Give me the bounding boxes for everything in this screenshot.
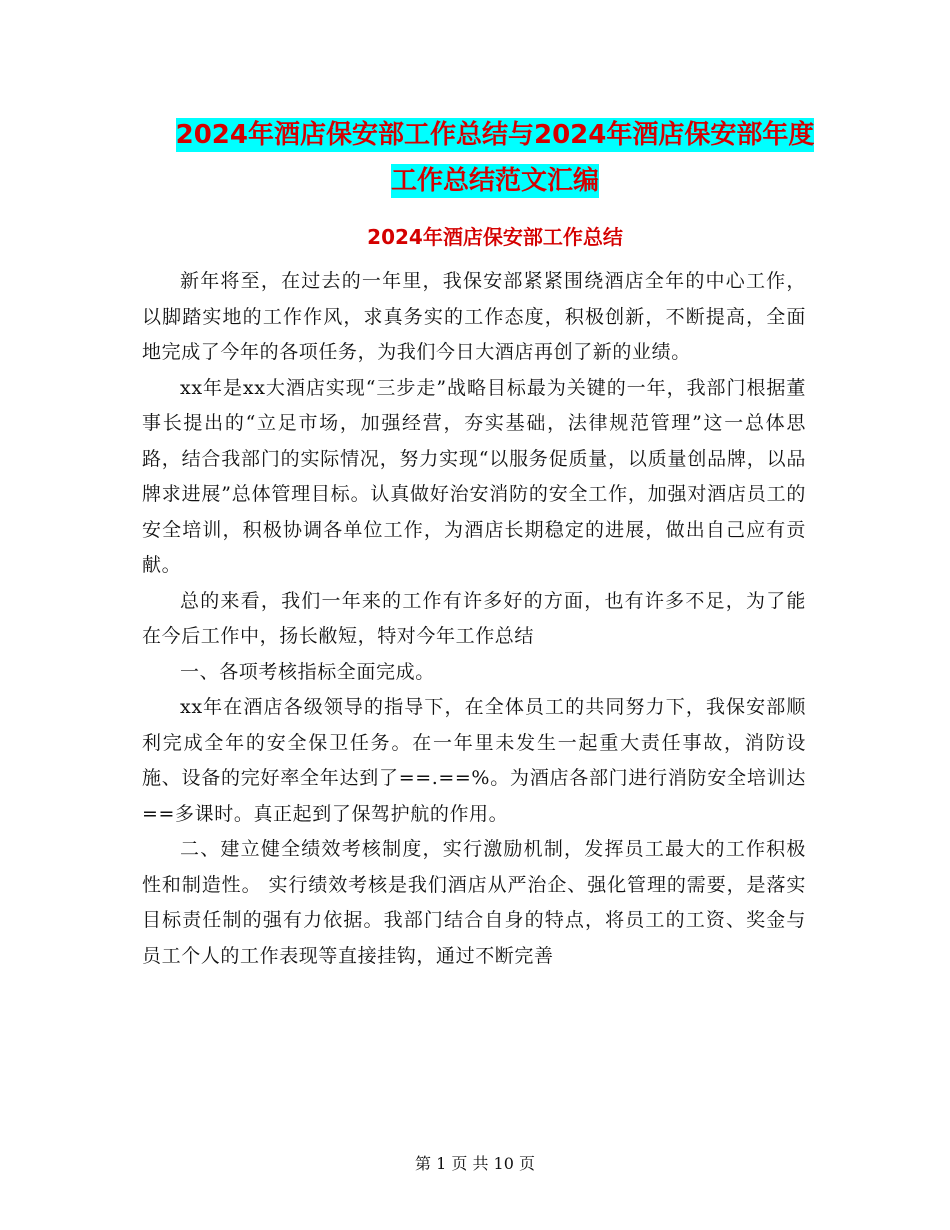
- paragraph-3: 总的来看，我们一年来的工作有许多好的方面，也有许多不足，为了能在今后工作中，扬长敝短，特对今年工作总结: [142, 589, 806, 647]
- document-title: [140, 112, 850, 204]
- page-footer: 第 1 页 共 10 页: [415, 1154, 535, 1173]
- title-line-1: 2024年酒店保安部工作总结与2024年酒店保安部年度: [175, 120, 815, 150]
- paragraph-5: xx年在酒店各级领导的指导下，在全体员工的共同努力下，我保安部顺利完成全年的安全保卫任务。在一年里未发生一起重大责任事故，消防设施、设备的完好率全年达到了==.==%。为酒店各部门进行消防安全培训达==多课时。真正起到了保驾护航的作用。: [142, 696, 806, 825]
- paragraph-2: xx年是xx大酒店实现“三步走”战略目标最为关键的一年，我部门根据董事长提出的“立足市场，加强经营，夯实基础，法律规范管理”这一总体思路，结合我部门的实际情况，努力实现“以服务促质量，以质量创品牌，以品牌求进展”总体管理目标。认真做好治安消防的安全工作，加强对酒店员工的安全培训，积极协调各单位工作，为酒店长期稳定的进展，做出自己应有贡献。: [142, 376, 806, 576]
- document-body: [142, 264, 806, 974]
- title-line-2: 工作总结范文汇编: [390, 166, 599, 196]
- paragraph-6: 二、建立健全绩效考核制度，实行激励机制，发挥员工最大的工作积极性和制造性。 实行绩效考核是我们酒店从严治企、强化管理的需要，是落实目标责任制的强有力依据。我部门结合自身的特点，将员工的工资、奖金与员工个人的工作表现等直接挂钩，通过不断完善: [142, 838, 806, 967]
- paragraph-1: 新年将至，在过去的一年里，我保安部紧紧围绕酒店全年的中心工作，以脚踏实地的工作作风，求真务实的工作态度，积极创新，不断提高，全面地完成了今年的各项任务，为我们今日大酒店再创了新的业绩。: [142, 270, 806, 363]
- section-title: 2024年酒店保安部工作总结: [367, 225, 623, 249]
- paragraph-4: 一、各项考核指标全面完成。: [180, 660, 435, 683]
